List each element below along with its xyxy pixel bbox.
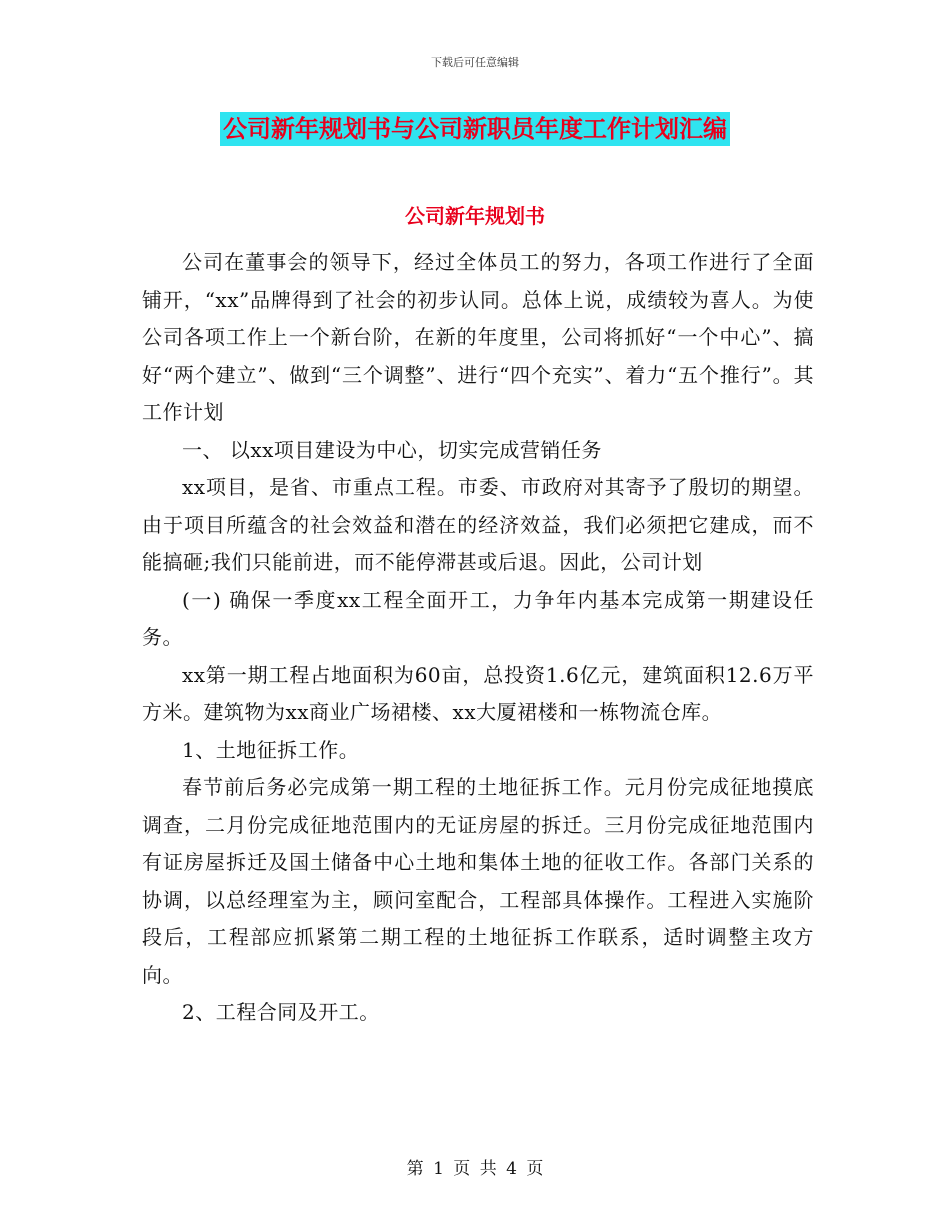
paragraph-phase-one: xx第一期工程占地面积为60亩，总投资1.6亿元，建筑面积12.6万平方米。建筑物为xx商业广场裙楼、xx大厦裙楼和一栋物流仓库。 (142, 662, 814, 724)
page-footer: 第 1 页 共 4 页 (406, 1159, 544, 1179)
paragraph-heading-1: 一、 以xx项目建设为中心，切实完成营销任务 (182, 437, 602, 462)
paragraph-intro: 公司在董事会的领导下，经过全体员工的努力，各项工作进行了全面铺开，“xx”品牌得到了社会的初步认同。总体上说，成绩较为喜人。为使公司各项工作上一个新台阶，在新的年度里，公司将抓好“一个中心”、搞好“两个建立”、做到“三个调整”、进行“四个充实”、着力“五个推行”。其工作计划 (142, 250, 814, 424)
paragraph-item-1: 1、土地征拆工作。 (182, 737, 360, 762)
document-title: 公司新年规划书与公司新职员年度工作计划汇编 (220, 112, 730, 146)
section-title: 公司新年规划书 (405, 204, 545, 228)
paragraph-land: 春节前后务必完成第一期工程的土地征拆工作。元月份完成征地摸底调查，二月份完成征地范围内的无证房屋的拆迁。三月份完成征地范围内有证房屋拆迁及国土储备中心土地和集体土地的征收工作。各部门关系的协调，以总经理室为主，顾问室配合，工程部具体操作。工程进入实施阶段后，工程部应抓紧第二期工程的土地征拆工作联系，适时调整主攻方向。 (142, 775, 814, 987)
header-note: 下载后可任意编辑 (431, 56, 519, 69)
paragraph-item-2: 2、工程合同及开工。 (182, 1000, 380, 1024)
paragraph-subheading-1: (一) 确保一季度xx工程全面开工，力争年内基本完成第一期建设任务。 (142, 587, 814, 649)
document-body (142, 244, 814, 1032)
paragraph-project: xx项目，是省、市重点工程。市委、市政府对其寄予了殷切的期望。由于项目所蕴含的社会效益和潜在的经济效益，我们必须把它建成，而不能搞砸;我们只能前进，而不能停滞甚或后退。因此，公司计划 (142, 475, 814, 574)
